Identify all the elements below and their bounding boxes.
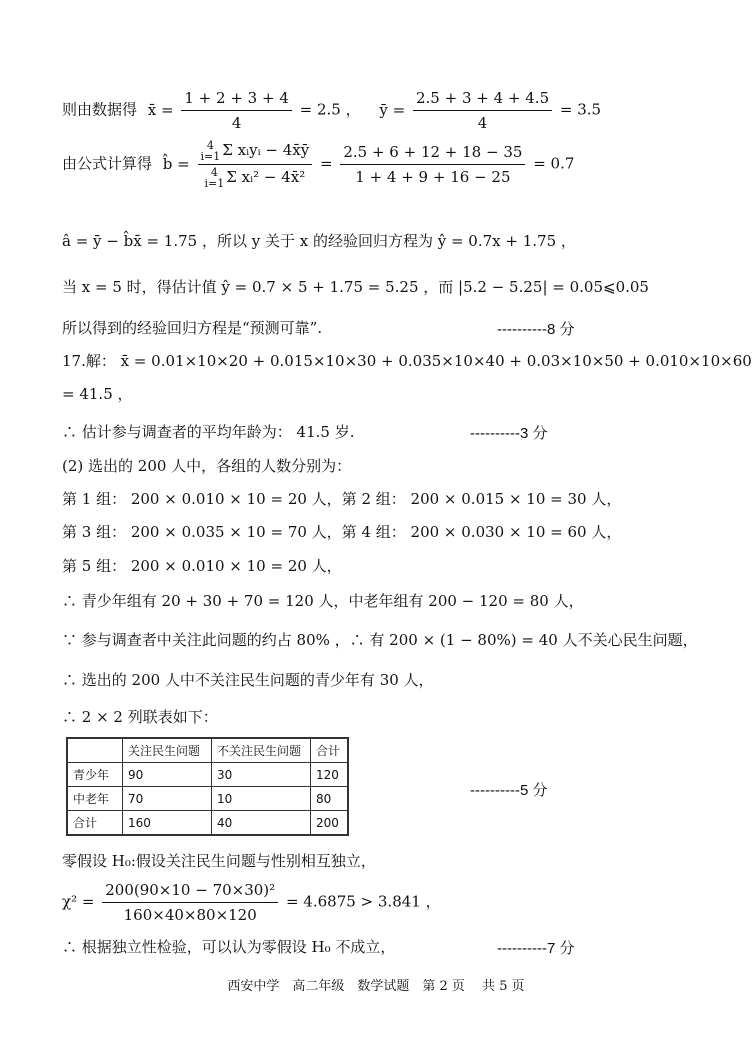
table-cell: 10 (212, 787, 311, 811)
table-cell: 90 (123, 763, 212, 787)
average-age-line: ∴ 估计参与调查者的平均年龄为： 41.5 岁. (62, 423, 355, 441)
age-group-totals: ∴ 青少年组有 20 + 30 + 70 = 120 人，中老年组有 200 − 120 = 80 人， (62, 592, 584, 610)
table-row (67, 787, 348, 811)
sum-lower-limit: i=1 (200, 150, 221, 163)
bhat-fraction-symbolic (198, 140, 313, 189)
table-cell: 30 (212, 763, 311, 787)
ybar-denominator: 4 (477, 114, 488, 132)
youth-not-concerned: ∴ 选出的 200 人中不关注民生问题的青少年有 30 人， (62, 671, 434, 689)
bhat-num-expr: Σ xᵢyᵢ − 4x̄ȳ (222, 141, 310, 159)
table-header-row (67, 738, 348, 763)
table-cell: 合计 (67, 811, 123, 836)
table-header-cell (67, 738, 123, 763)
table-cell: 120 (311, 763, 349, 787)
sum-lower-limit-2: i=1 (204, 177, 225, 190)
equals-sign: = (319, 154, 333, 173)
mean-line (62, 88, 601, 133)
xbar-denominator: 4 (231, 114, 242, 132)
table-cell: 200 (311, 811, 349, 836)
ybar-lhs: ȳ = (379, 100, 406, 119)
score-8: ----------8 分 (497, 321, 575, 338)
q17-mean-result: = 41.5 ， (62, 385, 133, 403)
xbar-lhs: x̄ = (147, 100, 174, 119)
table-header-cell: 合计 (311, 738, 349, 763)
table-header-cell: 关注民生问题 (123, 738, 212, 763)
conclusion-line: 所以得到的经验回归方程是“预测可靠”. (62, 319, 323, 337)
bhat-den-expr: Σ xᵢ² − 4x̄² (226, 168, 306, 186)
chi-denominator: 160×40×80×120 (123, 906, 257, 924)
table-cell: 中老年 (67, 787, 123, 811)
sum-limits-top (201, 140, 221, 162)
part2-intro: (2) 选出的 200 人中，各组的人数分别为： (62, 457, 352, 475)
bhat-result: = 0.7 (533, 154, 575, 173)
table-row (67, 811, 348, 836)
table-cell: 70 (123, 787, 212, 811)
not-concerned-total: ∵ 参与调查者中关注此问题的约占 80% ，∴ 有 200 × (1 − 80%) = 40 人不关心民生问题， (62, 631, 698, 649)
score-5: ----------5 分 (470, 782, 548, 799)
bhat-prefix: 由公式计算得 (62, 154, 153, 173)
bhat-line (62, 140, 574, 189)
table-cell: 80 (311, 787, 349, 811)
ybar-result: = 3.5 (559, 100, 602, 119)
q17-mean-line: 17.解： x̄ = 0.01×10×20 + 0.015×10×30 + 0.035×10×40 + 0.03×10×50 + 0.010×10×60 (62, 352, 752, 370)
chi-square-line (62, 880, 441, 925)
table-row (67, 763, 348, 787)
groups-3-4: 第 3 组： 200 × 0.035 × 10 = 70 人，第 4 组： 200 × 0.030 × 10 = 60 人， (62, 523, 622, 541)
bhat-symbolic-denominator (198, 165, 313, 189)
score-3: ----------3 分 (470, 425, 548, 442)
ybar-numerator: 2.5 + 3 + 4 + 4.5 (413, 88, 552, 111)
table-cell: 160 (123, 811, 212, 836)
page-footer: 西安中学 高二年级 数学试题 第 2 页 共 5 页 (227, 979, 525, 994)
score-7: ----------7 分 (497, 940, 575, 957)
chi-result: = 4.6875 > 3.841 ， (285, 892, 441, 911)
regression-equation-line: â = ȳ − b̂x̄ = 1.75 ，所以 y 关于 x 的经验回归方程为 ŷ = 0.7x + 1.75 ， (62, 232, 576, 250)
bhat-numeric-numerator: 2.5 + 6 + 12 + 18 − 35 (340, 142, 525, 165)
ybar-fraction (413, 88, 552, 133)
bhat-numeric-denominator: 1 + 4 + 9 + 16 − 25 (355, 168, 511, 186)
xbar-fraction (181, 88, 292, 133)
contingency-table (66, 737, 349, 836)
sum-limits-bottom (205, 167, 225, 189)
chi-lhs: χ² = (62, 892, 95, 911)
table-header-cell: 不关注民生问题 (212, 738, 311, 763)
estimate-line: 当 x = 5 时，得估计值 ŷ = 0.7 × 5 + 1.75 = 5.25 ，而 |5.2 − 5.25| = 0.05⩽0.05 (62, 278, 649, 296)
sum-upper-limit-2: 4 (210, 166, 218, 179)
table-cell: 青少年 (67, 763, 123, 787)
null-hypothesis: 零假设 H₀:假设关注民生问题与性别相互独立， (62, 852, 376, 870)
table-cell: 40 (212, 811, 311, 836)
sum-upper-limit: 4 (206, 139, 214, 152)
chi-numerator: 200(90×10 − 70×30)² (102, 880, 278, 903)
bhat-fraction-numeric (340, 142, 525, 187)
bhat-symbolic-numerator (198, 140, 313, 165)
xbar-numerator: 1 + 2 + 3 + 4 (181, 88, 292, 111)
table-intro: ∴ 2 × 2 列联表如下： (62, 708, 218, 726)
independence-conclusion: ∴ 根据独立性检验，可以认为零假设 H₀ 不成立， (62, 938, 396, 956)
bhat-lhs: b̂ = (162, 154, 190, 173)
chi-fraction (102, 880, 278, 925)
mean-prefix: 则由数据得 (62, 100, 138, 119)
group-5: 第 5 组： 200 × 0.010 × 10 = 20 人， (62, 557, 342, 575)
groups-1-2: 第 1 组： 200 × 0.010 × 10 = 20 人，第 2 组： 200 × 0.015 × 10 = 30 人， (62, 490, 622, 508)
xbar-result: = 2.5 ， (299, 100, 361, 119)
